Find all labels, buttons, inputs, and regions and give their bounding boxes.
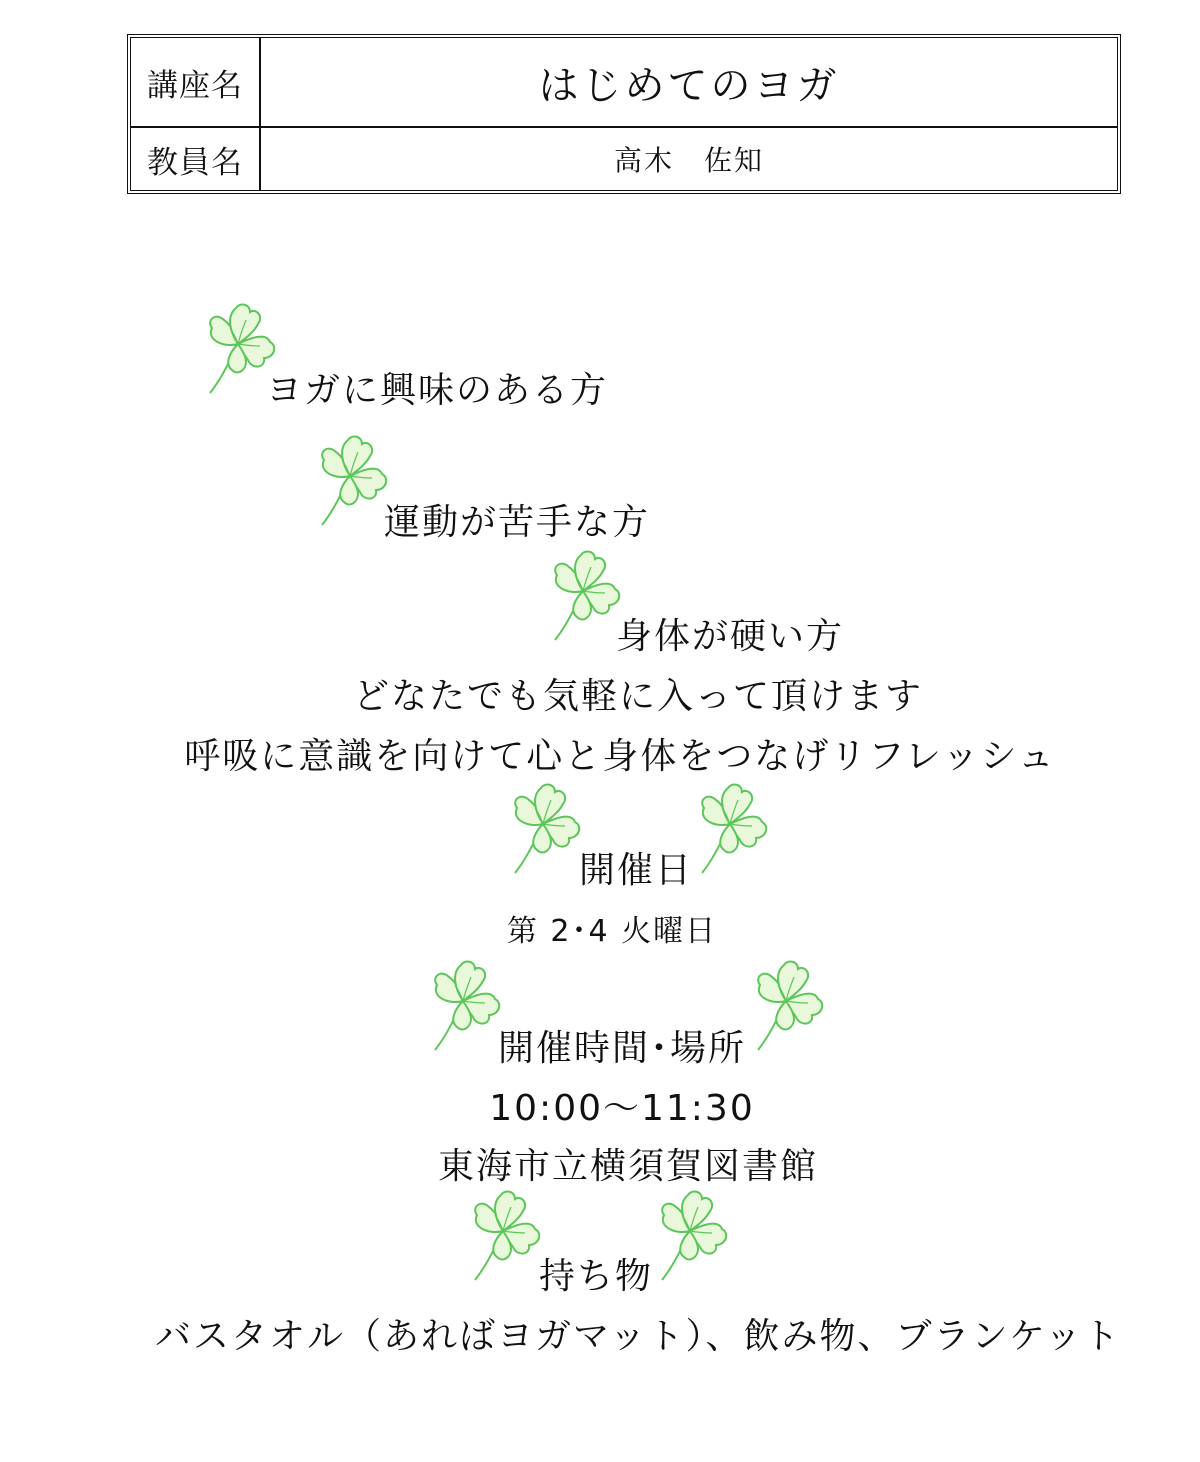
course-info-table xyxy=(127,34,1121,194)
intro-line-1: どなたでも気軽に入って頂けます xyxy=(352,676,924,717)
clover-icon xyxy=(652,1185,732,1285)
target-line-1: ヨガに興味のある方 xyxy=(266,370,609,411)
belongings-value: バスタオル（あればヨガマット）、飲み物、ブランケット xyxy=(154,1316,1122,1357)
teacher-name: 高木 佐知 xyxy=(613,144,764,177)
clover-icon xyxy=(312,430,392,530)
course-title: はじめてのヨガ xyxy=(538,62,840,109)
clover-icon xyxy=(465,1185,545,1285)
place-value: 東海市立横須賀図書館 xyxy=(437,1146,819,1187)
intro-line-2: 呼吸に意識を向けて心と身体をつなげリフレッシュ xyxy=(184,736,1056,777)
course-row xyxy=(131,38,1117,128)
clover-icon xyxy=(692,778,772,878)
course-label: 講座名 xyxy=(131,38,261,126)
clover-icon xyxy=(545,545,625,645)
clover-icon xyxy=(748,955,828,1055)
clover-icon xyxy=(425,955,505,1055)
course-title-cell xyxy=(261,38,1117,126)
time-place-heading: 開催時間･場所 xyxy=(497,1028,747,1069)
teacher-row xyxy=(131,128,1117,190)
belongings-heading: 持ち物 xyxy=(538,1256,654,1297)
teacher-label: 教員名 xyxy=(131,128,261,190)
target-line-2: 運動が苦手な方 xyxy=(384,502,651,543)
teacher-name-cell xyxy=(261,128,1117,190)
time-value: 10:00～11:30 xyxy=(489,1088,755,1129)
target-line-3: 身体が硬い方 xyxy=(616,616,845,657)
clover-icon xyxy=(505,778,585,878)
schedule-value: 第 2･4 火曜日 xyxy=(506,914,718,949)
schedule-heading: 開催日 xyxy=(578,850,694,891)
